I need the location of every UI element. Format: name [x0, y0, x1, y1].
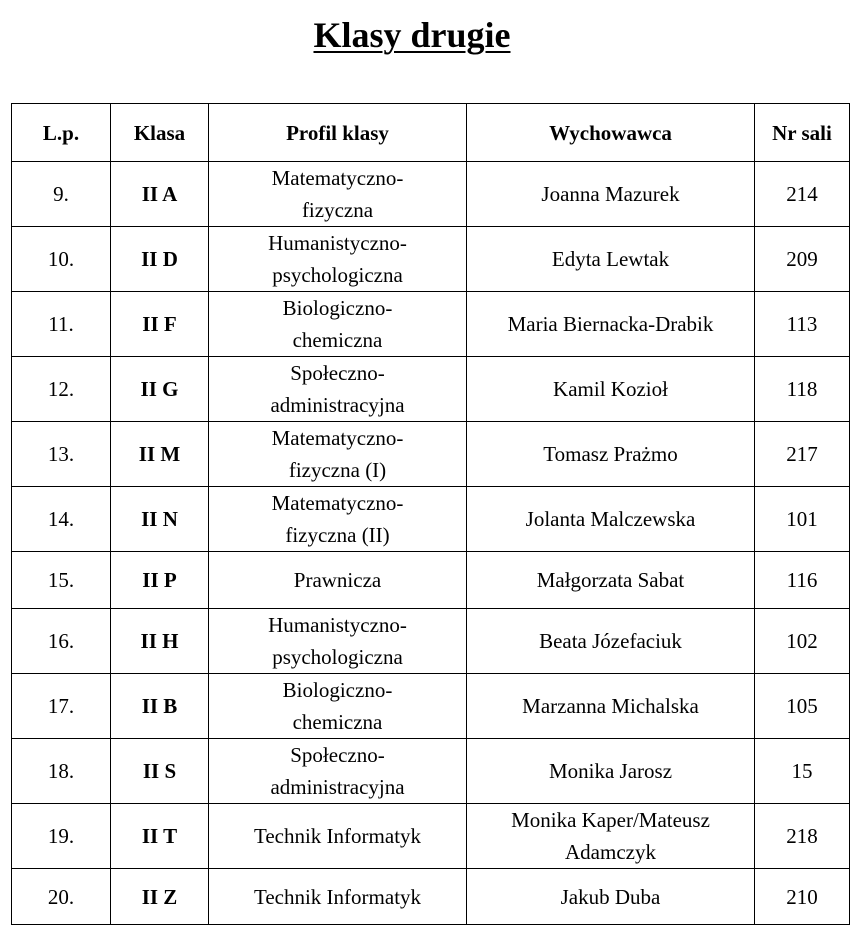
cell-profil-text: Prawnicza — [293, 568, 382, 592]
cell-klasa: II M — [111, 422, 209, 487]
table-row — [12, 292, 850, 357]
table-header-row — [12, 104, 850, 162]
table-row — [12, 869, 850, 925]
cell-wychowawca: Małgorzata Sabat — [467, 552, 755, 609]
cell-klasa: II A — [111, 162, 209, 227]
cell-lp: 15. — [12, 552, 111, 609]
cell-klasa: II Z — [111, 869, 209, 925]
page-title: Klasy drugie — [313, 15, 511, 55]
table-row — [12, 804, 850, 869]
cell-profil-text: Społeczno-administracyjna — [270, 361, 405, 417]
cell-profil-text: Humanistyczno-psychologiczna — [268, 231, 407, 287]
column-header-klasa: Klasa — [111, 104, 209, 162]
cell-profil-text: Matematyczno-fizyczna (II) — [271, 491, 404, 547]
cell-wychowawca: Edyta Lewtak — [467, 227, 755, 292]
cell-klasa: II F — [111, 292, 209, 357]
cell-lp: 14. — [12, 487, 111, 552]
cell-lp: 19. — [12, 804, 111, 869]
cell-wychowawca: Marzanna Michalska — [467, 674, 755, 739]
column-header-profil: Profil klasy — [209, 104, 467, 162]
table-row — [12, 609, 850, 674]
cell-lp: 13. — [12, 422, 111, 487]
cell-nr-sali: 217 — [755, 422, 850, 487]
cell-nr-sali: 15 — [755, 739, 850, 804]
cell-lp: 16. — [12, 609, 111, 674]
cell-profil-text: Technik Informatyk — [253, 884, 422, 909]
cell-profil — [209, 162, 467, 227]
table-row — [12, 357, 850, 422]
cell-klasa: II H — [111, 609, 209, 674]
column-header-lp: L.p. — [12, 104, 111, 162]
cell-nr-sali: 209 — [755, 227, 850, 292]
cell-wychowawca: Tomasz Prażmo — [467, 422, 755, 487]
cell-nr-sali: 105 — [755, 674, 850, 739]
cell-profil — [209, 739, 467, 804]
cell-wychowawca: Monika Jarosz — [467, 739, 755, 804]
cell-wychowawca: Jolanta Malczewska — [467, 487, 755, 552]
cell-profil-text: Matematyczno-fizyczna (I) — [271, 426, 404, 482]
cell-profil-text: Biologiczno-chemiczna — [282, 296, 393, 352]
cell-profil — [209, 804, 467, 869]
cell-profil — [209, 869, 467, 925]
cell-wychowawca: Joanna Mazurek — [467, 162, 755, 227]
cell-nr-sali: 118 — [755, 357, 850, 422]
cell-profil — [209, 357, 467, 422]
cell-wychowawca: Kamil Kozioł — [467, 357, 755, 422]
classes-table — [11, 103, 850, 925]
cell-nr-sali: 116 — [755, 552, 850, 609]
cell-profil — [209, 674, 467, 739]
cell-profil — [209, 487, 467, 552]
cell-klasa: II N — [111, 487, 209, 552]
cell-nr-sali: 113 — [755, 292, 850, 357]
table-row — [12, 422, 850, 487]
cell-wychowawca: Jakub Duba — [467, 869, 755, 925]
cell-klasa: II P — [111, 552, 209, 609]
cell-lp: 18. — [12, 739, 111, 804]
table-row — [12, 552, 850, 609]
cell-wychowawca: Monika Kaper/Mateusz Adamczyk — [467, 804, 755, 869]
cell-profil-text: Społeczno-administracyjna — [270, 743, 405, 799]
cell-nr-sali: 210 — [755, 869, 850, 925]
cell-lp: 11. — [12, 292, 111, 357]
cell-lp: 10. — [12, 227, 111, 292]
cell-klasa: II S — [111, 739, 209, 804]
cell-klasa: II B — [111, 674, 209, 739]
cell-profil — [209, 609, 467, 674]
column-header-nr-sali: Nr sali — [755, 104, 850, 162]
cell-nr-sali: 218 — [755, 804, 850, 869]
cell-profil-text: Technik Informatyk — [253, 824, 422, 848]
cell-klasa: II D — [111, 227, 209, 292]
table-row — [12, 227, 850, 292]
table-row — [12, 674, 850, 739]
cell-profil-text: Humanistyczno-psychologiczna — [268, 613, 407, 669]
table-row — [12, 487, 850, 552]
cell-nr-sali: 214 — [755, 162, 850, 227]
cell-profil — [209, 292, 467, 357]
cell-lp: 20. — [12, 869, 111, 925]
cell-nr-sali: 102 — [755, 609, 850, 674]
column-header-wychowawca: Wychowawca — [467, 104, 755, 162]
cell-wychowawca: Beata Józefaciuk — [467, 609, 755, 674]
cell-profil — [209, 552, 467, 609]
table-row — [12, 739, 850, 804]
cell-lp: 12. — [12, 357, 111, 422]
cell-profil — [209, 422, 467, 487]
cell-wychowawca: Maria Biernacka-Drabik — [467, 292, 755, 357]
cell-klasa: II G — [111, 357, 209, 422]
cell-profil-text: Matematyczno-fizyczna — [271, 166, 404, 222]
cell-lp: 17. — [12, 674, 111, 739]
cell-nr-sali: 101 — [755, 487, 850, 552]
cell-klasa: II T — [111, 804, 209, 869]
cell-lp: 9. — [12, 162, 111, 227]
cell-profil — [209, 227, 467, 292]
cell-profil-text: Biologiczno-chemiczna — [282, 678, 393, 734]
table-row — [12, 162, 850, 227]
